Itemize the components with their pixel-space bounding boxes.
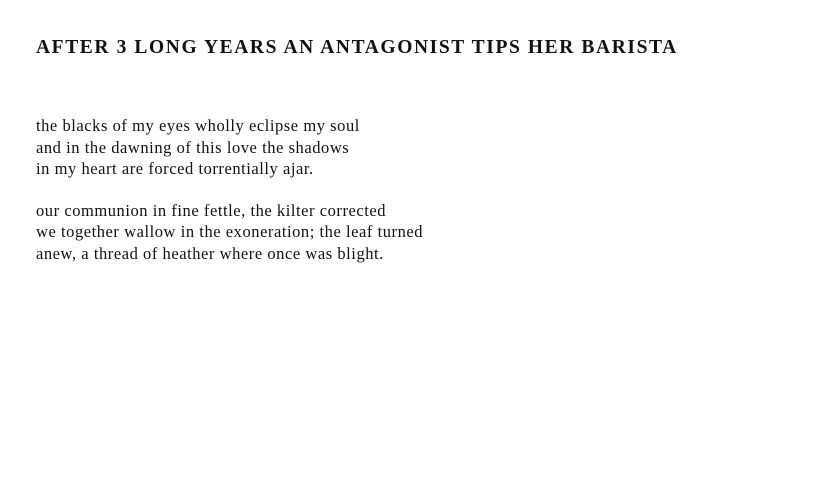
poem-title: AFTER 3 LONG YEARS AN ANTAGONIST TIPS HER BARISTA — [36, 37, 678, 58]
stanza-1 — [36, 115, 796, 180]
poem-line: in my heart are forced torrentially ajar. — [36, 159, 314, 178]
poem-body — [36, 115, 796, 284]
poem-line: we together wallow in the exoneration; the leaf turned — [36, 222, 424, 241]
poem-line: and in the dawning of this love the shadows — [36, 137, 350, 157]
poem-line: anew, a thread of heather where once was blight. — [36, 243, 384, 263]
poem-line: the blacks of my eyes wholly eclipse my soul — [36, 116, 360, 135]
poem-line: our communion in fine fettle, the kilter corrected — [36, 200, 387, 220]
stanza-2 — [36, 200, 796, 265]
